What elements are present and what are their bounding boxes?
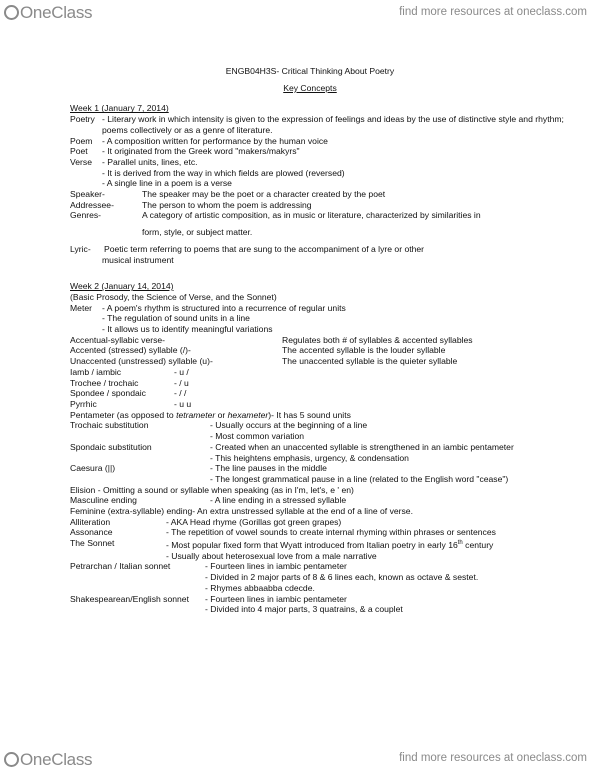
logo-ring-icon xyxy=(4,5,19,20)
definition-poem: Poem - A composition written for performance by the human voice xyxy=(70,135,328,146)
week2-heading: Week 2 (January 14, 2014) xyxy=(70,281,174,292)
definition-accentual-syllabic: Accentual-syllabic verse- Regulates both # of syllables & accented syllables xyxy=(70,334,473,345)
definition-genres: Genres- A category of artistic composition, as in music or literature, characterized by similarities in xyxy=(70,210,481,221)
definition-petrarchan-sonnet: Petrarchan / Italian sonnet - Fourteen lines in iambic pentameter xyxy=(70,561,347,572)
definition-spondaic-substitution: Spondaic substitution - Created when an unaccented syllable is strengthened in an iambic pentameter xyxy=(70,441,514,452)
definition-pentameter: Pentameter (as opposed to tetrameter or hexameter)- It has 5 sound units xyxy=(70,409,351,420)
document-subtitle: Key Concepts xyxy=(283,82,337,93)
page-footer xyxy=(0,744,595,770)
definition-iamb: Iamb / iambic - u / xyxy=(70,366,189,377)
definition-verse-line2: - It is derived from the way in which fields are plowed (reversed) xyxy=(102,167,345,178)
definition-caesura: Caesura (||) - The line pauses in the middle xyxy=(70,463,327,474)
definition-elision: Elision - Omitting a sound or syllable when speaking (as in I'm, let's, e ' en) xyxy=(70,484,354,495)
oneclass-footer-logo[interactable]: OneClass xyxy=(4,750,92,770)
definition-the-sonnet: The Sonnet - Most popular fixed form that Wyatt introduced from Italian poetry in early 16th century xyxy=(70,538,494,550)
definition-pyrrhic: Pyrrhic - u u xyxy=(70,398,192,409)
oneclass-logo[interactable]: OneClass xyxy=(4,3,92,23)
definition-meter-line3: - It allows us to identify meaningful variations xyxy=(102,324,273,335)
definition-trochaic-substitution: Trochaic substitution - Usually occurs at the beginning of a line xyxy=(70,420,368,431)
definition-meter-line2: - The regulation of sound units in a line xyxy=(102,313,250,324)
definition-poet: Poet - It originated from the Greek word "makers/makyrs" xyxy=(70,146,300,157)
definition-the-sonnet-line2: - Usually about heterosexual love from a male narrative xyxy=(166,550,377,561)
definition-verse-line3: - A single line in a poem is a verse xyxy=(102,178,232,189)
definition-speaker: Speaker- The speaker may be the poet or a character created by the poet xyxy=(70,189,386,200)
definition-masculine-ending: Masculine ending - A line ending in a stressed syllable xyxy=(70,495,347,506)
definition-addressee: Addressee- The person to whom the poem is addressing xyxy=(70,199,312,210)
footer-tagline[interactable]: find more resources at oneclass.com xyxy=(399,752,587,764)
definition-spondee: Spondee / spondaic - / / xyxy=(70,388,187,399)
definition-unaccented: Unaccented (unstressed) syllable (u)- The unaccented syllable is the quieter syllable xyxy=(70,356,458,367)
document-body xyxy=(70,66,565,615)
definition-shakespearean-sonnet-line2: - Divided into 4 major parts, 3 quatrains, & a couplet xyxy=(205,604,403,615)
definition-shakespearean-sonnet: Shakespearean/English sonnet - Fourteen lines in iambic pentameter xyxy=(70,593,347,604)
definition-verse: Verse - Parallel units, lines, etc. xyxy=(70,156,198,167)
definition-petrarchan-sonnet-line3: - Rhymes abbaabba cdecde. xyxy=(205,582,315,593)
definition-accented: Accented (stressed) syllable (/)- The accented syllable is the louder syllable xyxy=(70,345,446,356)
definition-meter: Meter - A poem's rhythm is structured into a recurrence of regular units xyxy=(70,302,346,313)
definition-assonance: Assonance - The repetition of vowel sounds to create internal rhyming within phrases or sentences xyxy=(70,527,496,538)
logo-ring-icon xyxy=(4,752,19,767)
definition-trochee: Trochee / trochaic - / u xyxy=(70,377,189,388)
definition-lyric-line2: musical instrument xyxy=(102,254,174,265)
definition-petrarchan-sonnet-line2: - Divided in 2 major parts of 8 & 6 lines each, known as octave & sestet. xyxy=(205,572,479,583)
week2-subheading: (Basic Prosody, the Science of Verse, and the Sonnet) xyxy=(70,291,277,302)
definition-feminine-ending: Feminine (extra-syllable) ending- An extra unstressed syllable at the end of a line of verse. xyxy=(70,506,413,517)
definition-poetry: Poetry - Literary work in which intensity is given to the expression of feelings and ideas by the use of distinctive style and rhythm; poems collectively or as a genre of literature. xyxy=(70,114,564,135)
page-header xyxy=(0,0,595,28)
definition-alliteration: Alliteration - AKA Head rhyme (Gorillas got green grapes) xyxy=(70,516,342,527)
definition-genres-line2: form, style, or subject matter. xyxy=(142,227,253,238)
document-title: ENGB04H3S- Critical Thinking About Poetry xyxy=(225,66,395,76)
header-tagline[interactable]: find more resources at oneclass.com xyxy=(399,6,587,18)
definition-spondaic-substitution-line2: - This heightens emphasis, urgency, & condensation xyxy=(210,452,409,463)
definition-lyric: Lyric- Poetic term referring to poems that are sung to the accompaniment of a lyre or other xyxy=(70,243,425,254)
definition-caesura-line2: - The longest grammatical pause in a line (related to the English word "cease") xyxy=(210,473,509,484)
definition-trochaic-substitution-line2: - Most common variation xyxy=(210,431,305,442)
week1-heading: Week 1 (January 7, 2014) xyxy=(70,103,169,114)
